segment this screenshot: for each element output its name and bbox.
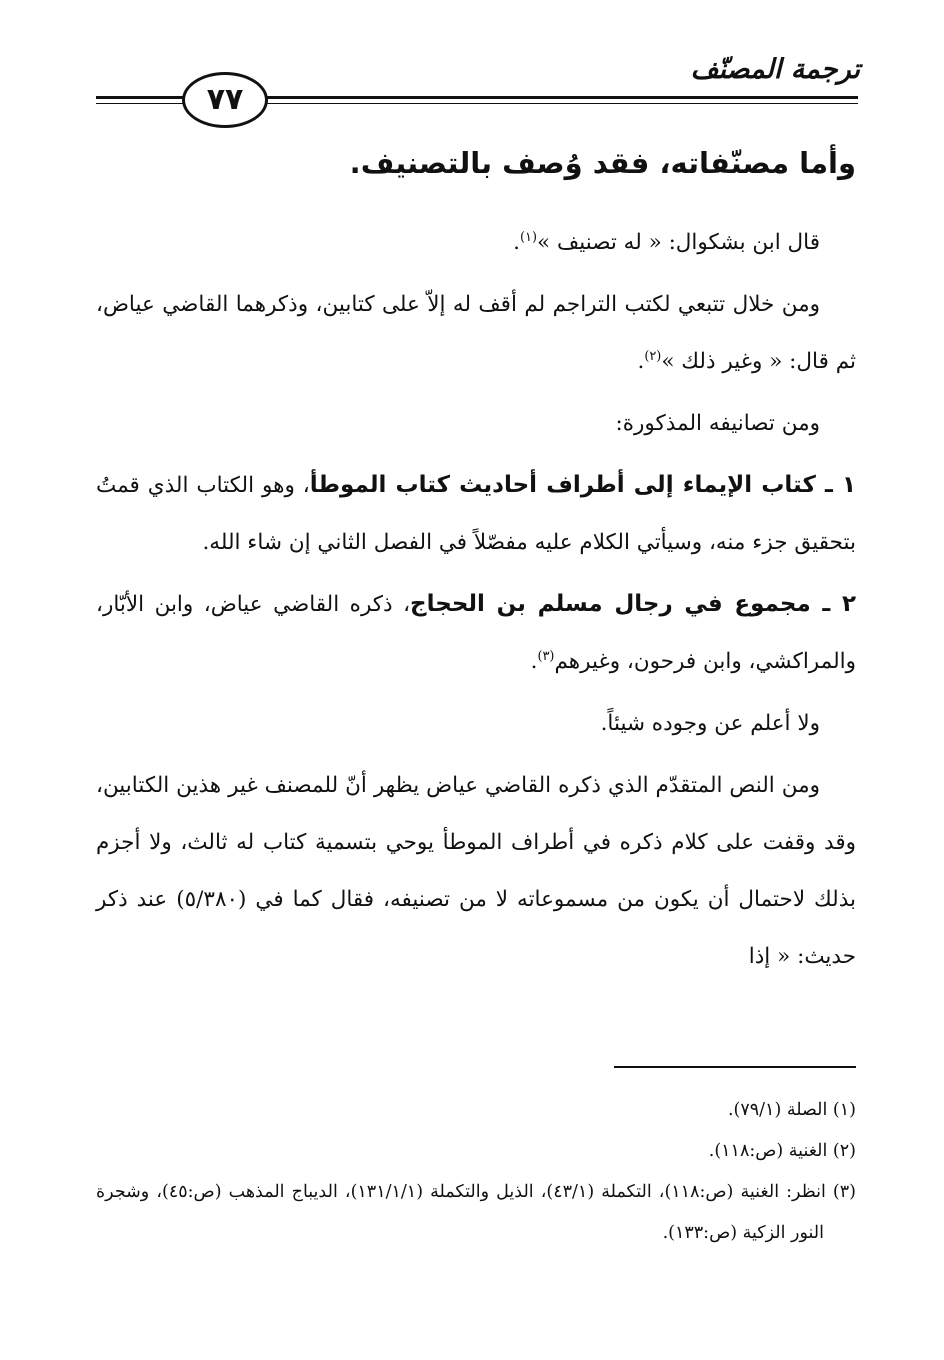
paragraph-1-text: قال ابن بشكوال: « له تصنيف » xyxy=(536,230,820,255)
list-item-2 xyxy=(96,576,856,690)
paragraph-2-end: . xyxy=(637,349,645,374)
list-item-1 xyxy=(96,457,856,571)
paragraph-1 xyxy=(96,214,856,271)
footnote-3: (٣) انظر: الغنية (ص:١١٨)، التكملة (٤٣/١)، الذيل والتكملة (١٣١/١/١)، الديباج المذهب (ص:٤٥)، وشجرة النور الزكية (ص:١٣٣). xyxy=(96,1182,856,1243)
paragraph-2-text: ومن خلال تتبعي لكتب التراجم لم أقف له إلاّ على كتابين، وذكرهما القاضي عياض، ثم قال: « وغير ذلك » xyxy=(96,292,856,374)
list-item-2-text: ، ذكره القاضي عياض، وابن الأبّار، والمراكشي، وابن فرحون، وغيرهم xyxy=(96,592,856,674)
list-item-2-title: ٢ ـ مجموع في رجال مسلم بن الحجاج xyxy=(410,591,856,617)
header-rule-thin-left xyxy=(96,103,186,104)
running-title: ترجمة المصنّف xyxy=(690,54,860,85)
footnote-ref-1: (١) xyxy=(519,229,537,245)
list-item-2-end: . xyxy=(530,649,538,674)
list-item-1-text: ، وهو الكتاب الذي قمتُ بتحقيق جزء منه، وسيأتي الكلام عليه مفصّلاً في الفصل الثاني إن شاء الله. xyxy=(96,473,856,555)
section-heading: وأما مصنّفاته، فقد وُصف بالتصنيف. xyxy=(349,146,856,180)
paragraph-1-end: . xyxy=(513,230,520,255)
footnote-ref-3: (٣) xyxy=(537,648,555,664)
paragraph-2 xyxy=(96,276,856,390)
page-number: ٧٧ xyxy=(182,72,268,128)
list-item-1-title: ١ ـ كتاب الإيماء إلى أطراف أحاديث كتاب الموطأ xyxy=(309,472,856,498)
footnote-separator xyxy=(614,1066,856,1068)
header-rule-left xyxy=(96,96,186,99)
header-rule-right xyxy=(264,96,858,99)
body-text xyxy=(96,214,856,990)
footnote-1: (١) الصلة (٧٩/١). xyxy=(727,1100,856,1120)
paragraph-4: ولا أعلم عن وجوده شيئاً. xyxy=(600,711,820,736)
footnote-2: (٢) الغنية (ص:١١٨). xyxy=(708,1141,856,1161)
footnote-ref-2: (٢) xyxy=(644,348,662,364)
paragraph-3: ومن تصانيفه المذكورة: xyxy=(615,411,820,436)
header-rule-thin-right xyxy=(264,103,858,104)
footnotes xyxy=(96,1090,856,1254)
paragraph-5: ومن النص المتقدّم الذي ذكره القاضي عياض يظهر أنّ للمصنف غير هذين الكتابين، وقد وقفت على كلام ذكره في أطراف الموطأ يوحي بتسمية كتاب له ثالث، ولا أجزم بذلك لاحتمال أن يكون من مسموعاته لا من تصنيفه، فقال كما في (٥/٣٨٠) عند ذكر حديث: « إذا xyxy=(96,773,856,969)
